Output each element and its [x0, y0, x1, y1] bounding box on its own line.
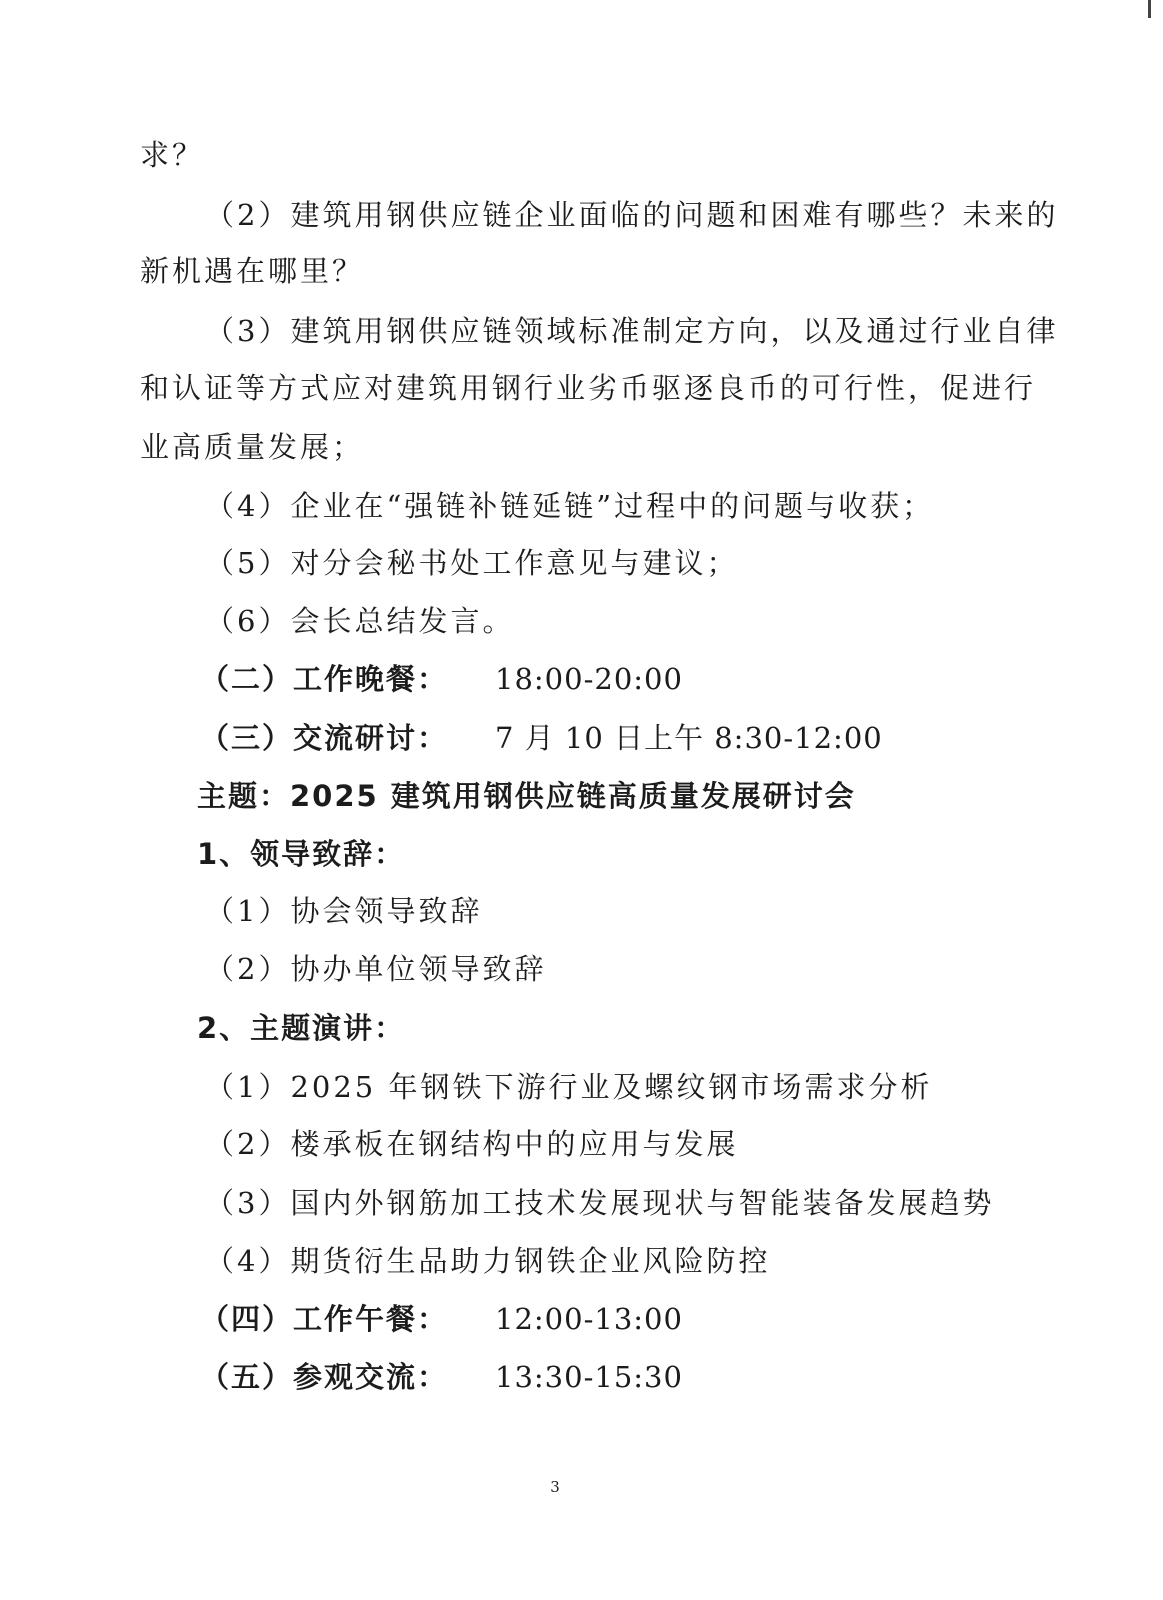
- section-seminar-label: （三）交流研讨：: [200, 721, 449, 755]
- speech-heading: 1、领导致辞：: [197, 837, 406, 871]
- speech-item-2: （2）协办单位领导致辞: [205, 952, 547, 986]
- text-line-item-2: （2）建筑用钢供应链企业面临的问题和困难有哪些？未来的: [205, 198, 1059, 232]
- keynote-heading: 2、主题演讲：: [197, 1011, 406, 1045]
- text-line-item-3-cont-2: 业高质量发展；: [140, 430, 365, 464]
- section-visit: [200, 1357, 448, 1397]
- section-lunch: [200, 1299, 448, 1339]
- seminar-theme: 主题：2025 建筑用钢供应链高质量发展研讨会: [197, 779, 856, 813]
- keynote-item-1: （1）2025 年钢铁下游行业及螺纹钢市场需求分析: [205, 1070, 933, 1104]
- section-dinner-time: 18:00-20:00: [495, 662, 683, 696]
- section-seminar-time: 7 月 10 日上午 8:30-12:00: [495, 721, 883, 755]
- text-line-item-5: （5）对分会秘书处工作意见与建议；: [205, 546, 739, 580]
- text-line-item-3-cont-1: 和认证等方式应对建筑用钢行业劣币驱逐良币的可行性，促进行: [140, 371, 1037, 405]
- text-line-item-4: （4）企业在“强链补链延链”过程中的问题与收获；: [205, 489, 935, 523]
- speech-item-1: （1）协会领导致辞: [205, 894, 483, 928]
- page-number: 3: [550, 1478, 560, 1496]
- section-visit-time: 13:30-15:30: [495, 1360, 683, 1394]
- keynote-item-3: （3）国内外钢筋加工技术发展现状与智能装备发展趋势: [205, 1186, 995, 1220]
- text-line-item-2-cont: 新机遇在哪里？: [140, 254, 365, 288]
- section-seminar: [200, 718, 448, 758]
- text-line-item-6: （6）会长总结发言。: [205, 604, 515, 638]
- keynote-item-2: （2）楼承板在钢结构中的应用与发展: [205, 1127, 739, 1161]
- section-dinner-label: （二）工作晚餐：: [200, 662, 449, 696]
- section-lunch-time: 12:00-13:00: [495, 1302, 683, 1336]
- text-line-continuation: 求？: [140, 138, 205, 172]
- scan-edge-mark: [1148, 0, 1151, 18]
- section-dinner: [200, 659, 448, 699]
- keynote-item-4: （4）期货衍生品助力钢铁企业风险防控: [205, 1244, 771, 1278]
- text-line-item-3: （3）建筑用钢供应链领域标准制定方向，以及通过行业自律: [205, 314, 1059, 348]
- section-visit-label: （五）参观交流：: [200, 1360, 449, 1394]
- section-lunch-label: （四）工作午餐：: [200, 1302, 449, 1336]
